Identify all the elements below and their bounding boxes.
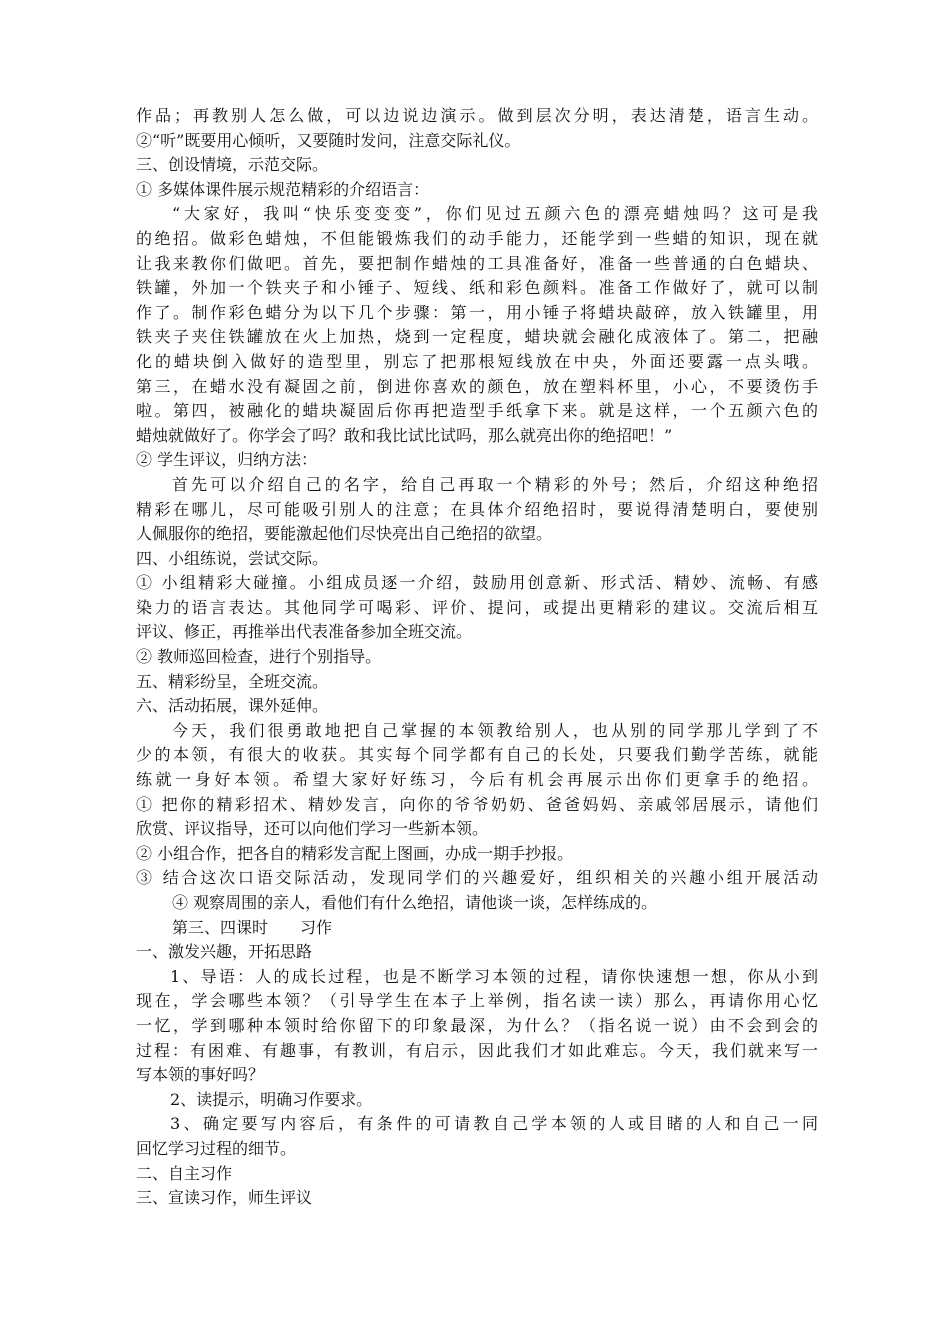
text-line: 一忆，学到哪种本领时给你留下的印象最深，为什么？（指名说一说）由不会到会的: [136, 1015, 818, 1035]
text-line: 现在，学会哪些本领？（引导学生在本子上举例，指名读一读）那么，再请你用心忆: [136, 991, 818, 1011]
text-line: 让我来教你们做吧。首先，要把制作蜡烛的工具准备好，准备一些普通的白色蜡块、: [136, 253, 818, 273]
text-line: 五、精彩纷呈，全班交流。: [136, 671, 329, 691]
text-line: 首先可以介绍自己的名字，给自己再取一个精彩的外号；然后，介绍这种绝招: [172, 474, 818, 494]
text-line: “大家好，我叫“快乐变变变”，你们见过五颜六色的漂亮蜡烛吗？这可是我: [172, 204, 818, 224]
text-line: 三、创设情境，示范交际。: [136, 155, 329, 175]
text-line: 化的蜡块倒入做好的造型里，别忘了把那根短线放在中央，外面还要露一点头哦。: [136, 351, 818, 371]
text-line: 写本领的事好吗？: [136, 1065, 265, 1085]
text-line: 练就一身好本领。希望大家好好练习，今后有机会再展示出你们更拿手的绝招。: [136, 770, 818, 790]
text-line: 一、激发兴趣，开拓思路: [136, 942, 313, 962]
text-line: 六、活动拓展，课外延伸。: [136, 696, 329, 716]
text-line: 今天，我们很勇敢地把自己掌握的本领教给别人，也从别的同学那儿学到了不: [172, 720, 818, 740]
text-line: 铁夹子夹住铁罐放在火上加热，烧到一定程度，蜡块就会融化成液体了。第二，把融: [136, 327, 818, 347]
text-line: 精彩在哪儿，尽可能吸引别人的注意；在具体介绍绝招时，要说得清楚明白，要使别: [136, 499, 818, 519]
text-line: 人佩服你的绝招，要能激起他们尽快亮出自己绝招的欲望。: [136, 524, 553, 544]
text-line: ① 把你的精彩招术、精妙发言，向你的爷爷奶奶、爸爸妈妈、亲戚邻居展示，请他们: [136, 794, 818, 814]
text-line: ② 教师巡回检查，进行个别指导。: [136, 647, 382, 667]
text-line: ① 小组精彩大碰撞。小组成员逐一介绍，鼓励用创意新、形式活、精妙、流畅、有感: [136, 573, 818, 593]
text-line: 的绝招。做彩色蜡烛，不但能锻炼我们的动手能力，还能学到一些蜡的知识，现在就: [136, 228, 818, 248]
text-line: 铁罐，外加一个铁夹子和小锤子、短线、纸和彩色颜料。准备工作做好了，就可以制: [136, 278, 818, 298]
text-line: 三、宣读习作，师生评议: [136, 1188, 313, 1208]
text-line: 2、读提示，明确习作要求。: [170, 1089, 373, 1109]
document-page: [136, 104, 818, 1211]
text-line: ② 小组合作，把各自的精彩发言配上图画，办成一期手抄报。: [136, 843, 574, 863]
text-line: ② 学生评议，归纳方法：: [136, 450, 318, 470]
text-line: 第三、四课时 习作: [172, 917, 333, 937]
text-line: 评议、修正，再推举出代表准备参加全班交流。: [136, 622, 473, 642]
text-line: ③ 结合这次口语交际活动，发现同学们的兴趣爱好，组织相关的兴趣小组开展活动: [136, 868, 818, 888]
text-line: ②“听”既要用心倾听，又要随时发问，注意交际礼仪。: [136, 130, 521, 150]
text-line: 过程：有困难、有趣事，有教训，有启示，因此我们才如此难忘。今天，我们就来写一: [136, 1040, 818, 1060]
text-line: 二、自主习作: [136, 1163, 233, 1183]
text-line: 少的本领，有很大的收获。其实每个同学都有自己的长处，只要我们勤学苦练，就能: [136, 745, 818, 765]
text-line: 四、小组练说，尝试交际。: [136, 548, 329, 568]
text-line: 啦。第四，被融化的蜡块凝固后你再把造型手纸拿下来。就是这样，一个五颜六色的: [136, 401, 818, 421]
text-line: 回忆学习过程的细节。: [136, 1138, 297, 1158]
text-line: 3、确定要写内容后，有条件的可请教自己学本领的人或目睹的人和自己一同: [170, 1114, 818, 1134]
text-line: ① 多媒体课件展示规范精彩的介绍语言：: [136, 179, 430, 199]
text-line: 第三，在蜡水没有凝固之前，倒进你喜欢的颜色，放在塑料杯里，小心，不要烫伤手: [136, 376, 818, 396]
text-line: 欣赏、评议指导，还可以向他们学习一些新本领。: [136, 819, 489, 839]
text-line: 1、导语：人的成长过程，也是不断学习本领的过程，请你快速想一想，你从小到: [170, 966, 818, 986]
text-line: 染力的语言表达。其他同学可喝彩、评价、提问，或提出更精彩的建议。交流后相互: [136, 597, 818, 617]
text-line: 作品；再教别人怎么做，可以边说边演示。做到层次分明，表达清楚，语言生动。: [136, 106, 818, 125]
text-line: 蜡烛就做好了。你学会了吗？敢和我比试比试吗，那么就亮出你的绝招吧！”: [136, 425, 673, 445]
text-line: 作了。制作彩色蜡分为以下几个步骤：第一，用小锤子将蜡块敲碎，放入铁罐里，用: [136, 302, 818, 322]
text-line: ④ 观察周围的亲人，看他们有什么绝招，请他谈一谈，怎样练成的。: [172, 893, 658, 912]
